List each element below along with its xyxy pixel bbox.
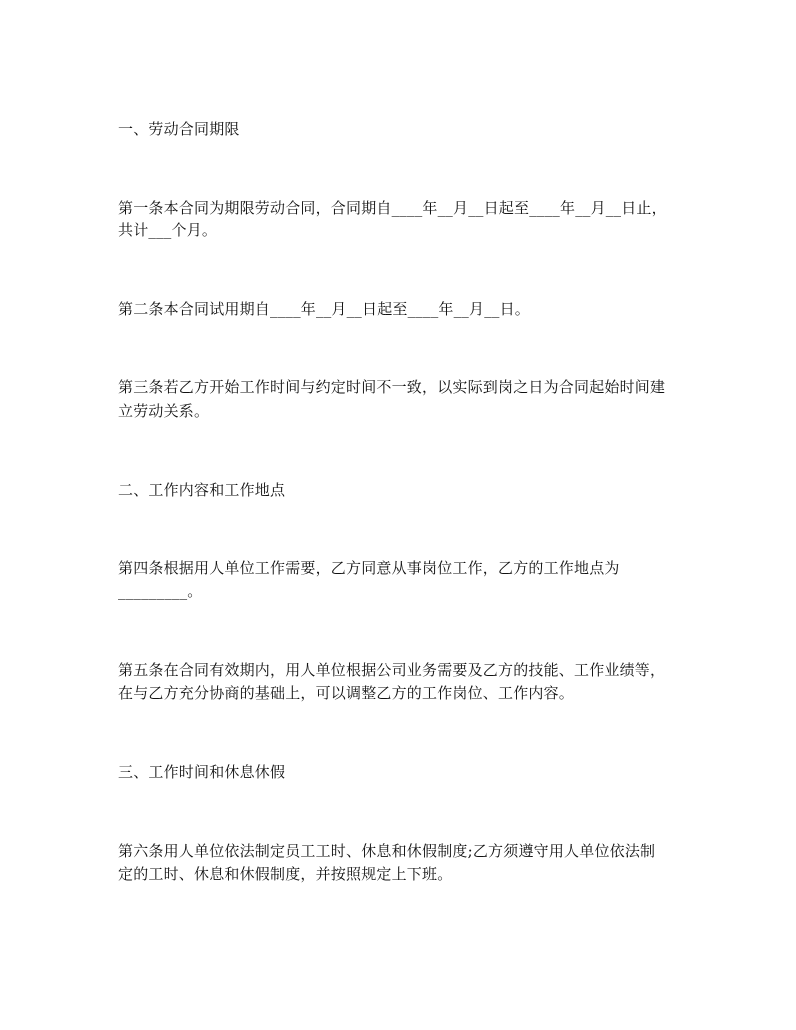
clause-4-line-1: 第四条根据用人单位工作需要，乙方同意从事岗位工作，乙方的工作地点为 [118, 559, 620, 577]
section-heading-2: 二、工作内容和工作地点 [118, 481, 286, 499]
section-heading-1: 一、劳动合同期限 [118, 120, 240, 138]
clause-4-line-2: _________。 [118, 582, 203, 600]
clause-6-line-2: 定的工时、休息和休假制度，并按照规定上下班。 [118, 865, 453, 883]
clause-1-line-2: 共计___个月。 [118, 221, 218, 239]
section-heading-3: 三、工作时间和休息休假 [118, 763, 286, 781]
clause-1-line-1: 第一条本合同为期限劳动合同，合同期自____年__月__日起至____年__月__日止， [118, 199, 667, 217]
clause-5-line-2: 在与乙方充分协商的基础上，可以调整乙方的工作岗位、工作内容。 [118, 684, 575, 702]
clause-3-line-2: 立劳动关系。 [118, 402, 210, 420]
clause-3-line-1: 第三条若乙方开始工作时间与约定时间不一致，以实际到岗之日为合同起始时间建 [118, 378, 666, 396]
clause-2-line-1: 第二条本合同试用期自____年__月__日起至____年__月__日。 [118, 300, 531, 318]
clause-5-line-1: 第五条在合同有效期内，用人单位根据公司业务需要及乙方的技能、工作业绩等， [118, 661, 666, 679]
clause-6-line-1: 第六条用人单位依法制定员工工时、休息和休假制度;乙方须遵守用人单位依法制 [118, 842, 656, 860]
